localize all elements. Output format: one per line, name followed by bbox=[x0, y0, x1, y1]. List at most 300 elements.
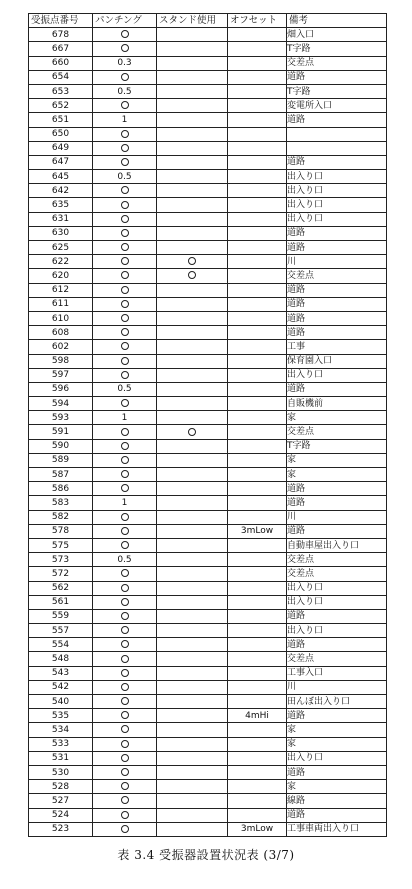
circle-mark-icon bbox=[121, 626, 129, 634]
cell-stand-use bbox=[157, 624, 228, 638]
table-row bbox=[29, 695, 387, 709]
cell-remarks: 道路 bbox=[287, 638, 387, 652]
cell-punching bbox=[93, 42, 157, 56]
cell-remarks bbox=[287, 141, 387, 155]
circle-mark-icon bbox=[121, 342, 129, 350]
cell-stand-use bbox=[157, 198, 228, 212]
circle-mark-icon bbox=[121, 44, 129, 52]
cell-stand-use bbox=[157, 638, 228, 652]
table-row bbox=[29, 453, 387, 467]
cell-offset bbox=[228, 155, 287, 169]
cell-receiver-point-number: 649 bbox=[29, 141, 93, 155]
cell-remarks: 畑入口 bbox=[287, 28, 387, 42]
table-row bbox=[29, 241, 387, 255]
cell-remarks: T字路 bbox=[287, 84, 387, 98]
circle-mark-icon bbox=[121, 754, 129, 762]
cell-punching bbox=[93, 28, 157, 42]
cell-punching bbox=[93, 70, 157, 84]
cell-offset bbox=[228, 609, 287, 623]
cell-receiver-point-number: 582 bbox=[29, 510, 93, 524]
cell-offset bbox=[228, 411, 287, 425]
cell-stand-use bbox=[157, 255, 228, 269]
cell-remarks: 家 bbox=[287, 737, 387, 751]
cell-receiver-point-number: 589 bbox=[29, 453, 93, 467]
cell-remarks: 田んぼ出入り口 bbox=[287, 695, 387, 709]
cell-offset bbox=[228, 737, 287, 751]
cell-remarks: 道路 bbox=[287, 70, 387, 84]
circle-mark-icon bbox=[121, 825, 129, 833]
cell-remarks: 出入り口 bbox=[287, 368, 387, 382]
cell-stand-use bbox=[157, 496, 228, 510]
table-row bbox=[29, 553, 387, 567]
header-remarks: 備考 bbox=[287, 14, 387, 28]
circle-mark-icon bbox=[121, 470, 129, 478]
table-row bbox=[29, 382, 387, 396]
circle-mark-icon bbox=[188, 271, 196, 279]
circle-mark-icon bbox=[121, 271, 129, 279]
circle-mark-icon bbox=[121, 286, 129, 294]
table-row bbox=[29, 311, 387, 325]
table-row bbox=[29, 283, 387, 297]
cell-remarks: 交差点 bbox=[287, 553, 387, 567]
cell-stand-use bbox=[157, 780, 228, 794]
cell-stand-use bbox=[157, 113, 228, 127]
cell-punching bbox=[93, 141, 157, 155]
circle-mark-icon bbox=[121, 442, 129, 450]
cell-punching bbox=[93, 439, 157, 453]
cell-remarks: 工事 bbox=[287, 340, 387, 354]
circle-mark-icon bbox=[121, 697, 129, 705]
cell-offset bbox=[228, 496, 287, 510]
circle-mark-icon bbox=[121, 257, 129, 265]
cell-offset bbox=[228, 56, 287, 70]
circle-mark-icon bbox=[121, 683, 129, 691]
circle-mark-icon bbox=[121, 711, 129, 719]
cell-punching bbox=[93, 397, 157, 411]
circle-mark-icon bbox=[121, 640, 129, 648]
cell-receiver-point-number: 523 bbox=[29, 822, 93, 836]
cell-offset bbox=[228, 425, 287, 439]
cell-remarks: 川 bbox=[287, 680, 387, 694]
table-row bbox=[29, 397, 387, 411]
cell-punching bbox=[93, 255, 157, 269]
circle-mark-icon bbox=[121, 101, 129, 109]
cell-receiver-point-number: 562 bbox=[29, 581, 93, 595]
cell-stand-use bbox=[157, 297, 228, 311]
cell-punching bbox=[93, 311, 157, 325]
circle-mark-icon bbox=[121, 144, 129, 152]
cell-stand-use bbox=[157, 99, 228, 113]
cell-remarks: 道路 bbox=[287, 709, 387, 723]
cell-offset bbox=[228, 241, 287, 255]
table-row bbox=[29, 297, 387, 311]
cell-remarks: 道路 bbox=[287, 496, 387, 510]
cell-receiver-point-number: 548 bbox=[29, 652, 93, 666]
cell-punching bbox=[93, 468, 157, 482]
cell-remarks: 出入り口 bbox=[287, 198, 387, 212]
table-row bbox=[29, 510, 387, 524]
cell-receiver-point-number: 651 bbox=[29, 113, 93, 127]
cell-punching bbox=[93, 241, 157, 255]
cell-punching bbox=[93, 368, 157, 382]
cell-stand-use bbox=[157, 751, 228, 765]
cell-remarks: 出入り口 bbox=[287, 184, 387, 198]
table-row bbox=[29, 595, 387, 609]
cell-punching bbox=[93, 652, 157, 666]
cell-stand-use bbox=[157, 411, 228, 425]
circle-mark-icon bbox=[121, 796, 129, 804]
cell-remarks: T字路 bbox=[287, 439, 387, 453]
cell-punching bbox=[93, 723, 157, 737]
circle-mark-icon bbox=[121, 484, 129, 492]
cell-punching bbox=[93, 765, 157, 779]
cell-remarks: 家 bbox=[287, 723, 387, 737]
cell-punching bbox=[93, 510, 157, 524]
table-row bbox=[29, 482, 387, 496]
circle-mark-icon bbox=[121, 428, 129, 436]
table-row bbox=[29, 411, 387, 425]
cell-remarks: 道路 bbox=[287, 808, 387, 822]
circle-mark-icon bbox=[121, 357, 129, 365]
cell-receiver-point-number: 535 bbox=[29, 709, 93, 723]
circle-mark-icon bbox=[121, 300, 129, 308]
cell-receiver-point-number: 596 bbox=[29, 382, 93, 396]
cell-receiver-point-number: 578 bbox=[29, 524, 93, 538]
cell-punching bbox=[93, 695, 157, 709]
cell-punching bbox=[93, 581, 157, 595]
cell-remarks: T字路 bbox=[287, 42, 387, 56]
cell-offset bbox=[228, 84, 287, 98]
circle-mark-icon bbox=[121, 740, 129, 748]
cell-offset bbox=[228, 311, 287, 325]
circle-mark-icon bbox=[121, 768, 129, 776]
cell-offset bbox=[228, 638, 287, 652]
cell-punching bbox=[93, 354, 157, 368]
cell-offset: 3mLow bbox=[228, 822, 287, 836]
cell-stand-use bbox=[157, 524, 228, 538]
cell-punching bbox=[93, 624, 157, 638]
cell-stand-use bbox=[157, 553, 228, 567]
cell-offset bbox=[228, 141, 287, 155]
cell-remarks: 道路 bbox=[287, 524, 387, 538]
cell-stand-use bbox=[157, 567, 228, 581]
table-row bbox=[29, 638, 387, 652]
cell-stand-use bbox=[157, 56, 228, 70]
cell-punching bbox=[93, 538, 157, 552]
cell-stand-use bbox=[157, 354, 228, 368]
cell-remarks: 自動車屋出入り口 bbox=[287, 538, 387, 552]
circle-mark-icon bbox=[121, 782, 129, 790]
cell-receiver-point-number: 575 bbox=[29, 538, 93, 552]
cell-receiver-point-number: 524 bbox=[29, 808, 93, 822]
cell-punching: 1 bbox=[93, 496, 157, 510]
cell-stand-use bbox=[157, 241, 228, 255]
circle-mark-icon bbox=[121, 584, 129, 592]
cell-stand-use bbox=[157, 28, 228, 42]
circle-mark-icon bbox=[121, 371, 129, 379]
cell-punching bbox=[93, 425, 157, 439]
cell-remarks: 道路 bbox=[287, 155, 387, 169]
cell-remarks: 変電所入口 bbox=[287, 99, 387, 113]
cell-receiver-point-number: 650 bbox=[29, 127, 93, 141]
table-row bbox=[29, 496, 387, 510]
cell-receiver-point-number: 531 bbox=[29, 751, 93, 765]
cell-stand-use bbox=[157, 723, 228, 737]
cell-remarks: 道路 bbox=[287, 226, 387, 240]
circle-mark-icon bbox=[121, 669, 129, 677]
cell-punching bbox=[93, 198, 157, 212]
cell-receiver-point-number: 594 bbox=[29, 397, 93, 411]
table-row bbox=[29, 652, 387, 666]
cell-punching bbox=[93, 99, 157, 113]
cell-stand-use bbox=[157, 609, 228, 623]
cell-punching: 0.5 bbox=[93, 382, 157, 396]
circle-mark-icon bbox=[121, 655, 129, 663]
header-receiver-point-number: 受振点番号 bbox=[29, 14, 93, 28]
cell-punching bbox=[93, 808, 157, 822]
cell-offset bbox=[228, 170, 287, 184]
cell-punching bbox=[93, 567, 157, 581]
circle-mark-icon bbox=[121, 725, 129, 733]
cell-punching bbox=[93, 666, 157, 680]
header-offset: オフセット bbox=[228, 14, 287, 28]
cell-offset bbox=[228, 581, 287, 595]
cell-receiver-point-number: 667 bbox=[29, 42, 93, 56]
cell-offset bbox=[228, 439, 287, 453]
cell-receiver-point-number: 590 bbox=[29, 439, 93, 453]
cell-offset bbox=[228, 382, 287, 396]
cell-offset bbox=[228, 468, 287, 482]
cell-stand-use bbox=[157, 510, 228, 524]
cell-receiver-point-number: 533 bbox=[29, 737, 93, 751]
cell-receiver-point-number: 620 bbox=[29, 269, 93, 283]
cell-remarks: 交差点 bbox=[287, 567, 387, 581]
cell-receiver-point-number: 587 bbox=[29, 468, 93, 482]
header-row bbox=[29, 14, 387, 28]
cell-remarks: 自販機前 bbox=[287, 397, 387, 411]
cell-offset bbox=[228, 113, 287, 127]
cell-offset bbox=[228, 652, 287, 666]
cell-receiver-point-number: 572 bbox=[29, 567, 93, 581]
cell-receiver-point-number: 527 bbox=[29, 794, 93, 808]
cell-remarks: 工事入口 bbox=[287, 666, 387, 680]
cell-offset bbox=[228, 99, 287, 113]
cell-punching bbox=[93, 212, 157, 226]
table-caption: 表 3.4 受振器設置状況表 (3/7) bbox=[117, 848, 295, 862]
cell-remarks: 出入り口 bbox=[287, 212, 387, 226]
circle-mark-icon bbox=[121, 541, 129, 549]
table-row bbox=[29, 581, 387, 595]
cell-remarks: 家 bbox=[287, 468, 387, 482]
cell-stand-use bbox=[157, 794, 228, 808]
cell-punching bbox=[93, 453, 157, 467]
cell-offset bbox=[228, 397, 287, 411]
cell-stand-use bbox=[157, 226, 228, 240]
circle-mark-icon bbox=[121, 456, 129, 464]
table-row bbox=[29, 141, 387, 155]
cell-offset bbox=[228, 680, 287, 694]
cell-receiver-point-number: 597 bbox=[29, 368, 93, 382]
table-row bbox=[29, 113, 387, 127]
table-row bbox=[29, 780, 387, 794]
cell-offset bbox=[228, 453, 287, 467]
cell-offset bbox=[228, 326, 287, 340]
cell-receiver-point-number: 635 bbox=[29, 198, 93, 212]
circle-mark-icon bbox=[121, 215, 129, 223]
table-row bbox=[29, 468, 387, 482]
cell-offset bbox=[228, 198, 287, 212]
table-row bbox=[29, 184, 387, 198]
cell-stand-use bbox=[157, 368, 228, 382]
cell-remarks: 川 bbox=[287, 255, 387, 269]
table-row bbox=[29, 567, 387, 581]
table-row bbox=[29, 666, 387, 680]
table-row bbox=[29, 226, 387, 240]
cell-stand-use bbox=[157, 127, 228, 141]
cell-receiver-point-number: 647 bbox=[29, 155, 93, 169]
table-body bbox=[29, 28, 387, 837]
cell-stand-use bbox=[157, 340, 228, 354]
cell-stand-use bbox=[157, 595, 228, 609]
cell-receiver-point-number: 528 bbox=[29, 780, 93, 794]
cell-punching: 0.5 bbox=[93, 170, 157, 184]
cell-receiver-point-number: 530 bbox=[29, 765, 93, 779]
table-row bbox=[29, 212, 387, 226]
cell-receiver-point-number: 591 bbox=[29, 425, 93, 439]
cell-remarks: 道路 bbox=[287, 765, 387, 779]
table-row bbox=[29, 624, 387, 638]
cell-receiver-point-number: 554 bbox=[29, 638, 93, 652]
cell-offset bbox=[228, 269, 287, 283]
cell-offset bbox=[228, 510, 287, 524]
cell-receiver-point-number: 612 bbox=[29, 283, 93, 297]
circle-mark-icon bbox=[121, 201, 129, 209]
cell-offset bbox=[228, 666, 287, 680]
cell-remarks: 家 bbox=[287, 780, 387, 794]
table-row bbox=[29, 709, 387, 723]
cell-remarks: 出入り口 bbox=[287, 595, 387, 609]
circle-mark-icon bbox=[121, 569, 129, 577]
cell-punching bbox=[93, 609, 157, 623]
cell-offset bbox=[228, 553, 287, 567]
cell-remarks: 道路 bbox=[287, 311, 387, 325]
cell-stand-use bbox=[157, 382, 228, 396]
cell-receiver-point-number: 561 bbox=[29, 595, 93, 609]
cell-punching bbox=[93, 524, 157, 538]
cell-punching bbox=[93, 283, 157, 297]
cell-stand-use bbox=[157, 269, 228, 283]
cell-remarks: 道路 bbox=[287, 297, 387, 311]
cell-receiver-point-number: 660 bbox=[29, 56, 93, 70]
cell-stand-use bbox=[157, 737, 228, 751]
header-stand-use: スタンド使用 bbox=[157, 14, 228, 28]
table-row bbox=[29, 524, 387, 538]
cell-receiver-point-number: 608 bbox=[29, 326, 93, 340]
cell-punching bbox=[93, 794, 157, 808]
cell-punching bbox=[93, 269, 157, 283]
circle-mark-icon bbox=[121, 598, 129, 606]
cell-stand-use bbox=[157, 666, 228, 680]
cell-receiver-point-number: 559 bbox=[29, 609, 93, 623]
cell-offset bbox=[228, 340, 287, 354]
cell-stand-use bbox=[157, 84, 228, 98]
cell-offset bbox=[228, 28, 287, 42]
cell-receiver-point-number: 534 bbox=[29, 723, 93, 737]
cell-punching bbox=[93, 226, 157, 240]
cell-remarks: 線路 bbox=[287, 794, 387, 808]
table-row bbox=[29, 368, 387, 382]
cell-remarks: 交差点 bbox=[287, 56, 387, 70]
cell-punching: 0.5 bbox=[93, 84, 157, 98]
table-row bbox=[29, 255, 387, 269]
table-row bbox=[29, 155, 387, 169]
cell-receiver-point-number: 610 bbox=[29, 311, 93, 325]
cell-punching bbox=[93, 737, 157, 751]
cell-punching bbox=[93, 127, 157, 141]
cell-receiver-point-number: 642 bbox=[29, 184, 93, 198]
cell-stand-use bbox=[157, 482, 228, 496]
cell-remarks: 道路 bbox=[287, 609, 387, 623]
cell-stand-use bbox=[157, 283, 228, 297]
cell-receiver-point-number: 654 bbox=[29, 70, 93, 84]
cell-punching bbox=[93, 595, 157, 609]
circle-mark-icon bbox=[121, 399, 129, 407]
cell-offset bbox=[228, 212, 287, 226]
cell-offset bbox=[228, 42, 287, 56]
table-row bbox=[29, 354, 387, 368]
table-row bbox=[29, 425, 387, 439]
table-row bbox=[29, 609, 387, 623]
cell-remarks: 出入り口 bbox=[287, 751, 387, 765]
circle-mark-icon bbox=[121, 513, 129, 521]
table-row bbox=[29, 326, 387, 340]
table-row bbox=[29, 84, 387, 98]
circle-mark-icon bbox=[121, 811, 129, 819]
cell-punching: 0.5 bbox=[93, 553, 157, 567]
table-row bbox=[29, 439, 387, 453]
cell-receiver-point-number: 540 bbox=[29, 695, 93, 709]
cell-offset bbox=[228, 723, 287, 737]
cell-remarks bbox=[287, 127, 387, 141]
cell-receiver-point-number: 622 bbox=[29, 255, 93, 269]
cell-offset bbox=[228, 226, 287, 240]
table-row bbox=[29, 198, 387, 212]
cell-receiver-point-number: 678 bbox=[29, 28, 93, 42]
circle-mark-icon bbox=[121, 158, 129, 166]
cell-remarks: 交差点 bbox=[287, 425, 387, 439]
cell-stand-use bbox=[157, 538, 228, 552]
cell-remarks: 川 bbox=[287, 510, 387, 524]
cell-receiver-point-number: 653 bbox=[29, 84, 93, 98]
cell-receiver-point-number: 598 bbox=[29, 354, 93, 368]
cell-remarks: 家 bbox=[287, 453, 387, 467]
cell-stand-use bbox=[157, 141, 228, 155]
cell-punching bbox=[93, 709, 157, 723]
circle-mark-icon bbox=[121, 314, 129, 322]
cell-receiver-point-number: 573 bbox=[29, 553, 93, 567]
cell-stand-use bbox=[157, 425, 228, 439]
table-row bbox=[29, 538, 387, 552]
cell-punching bbox=[93, 482, 157, 496]
cell-offset bbox=[228, 538, 287, 552]
circle-mark-icon bbox=[188, 428, 196, 436]
cell-remarks: 道路 bbox=[287, 283, 387, 297]
cell-stand-use bbox=[157, 70, 228, 84]
cell-remarks: 出入り口 bbox=[287, 170, 387, 184]
cell-offset bbox=[228, 808, 287, 822]
cell-remarks: 道路 bbox=[287, 482, 387, 496]
cell-punching bbox=[93, 184, 157, 198]
